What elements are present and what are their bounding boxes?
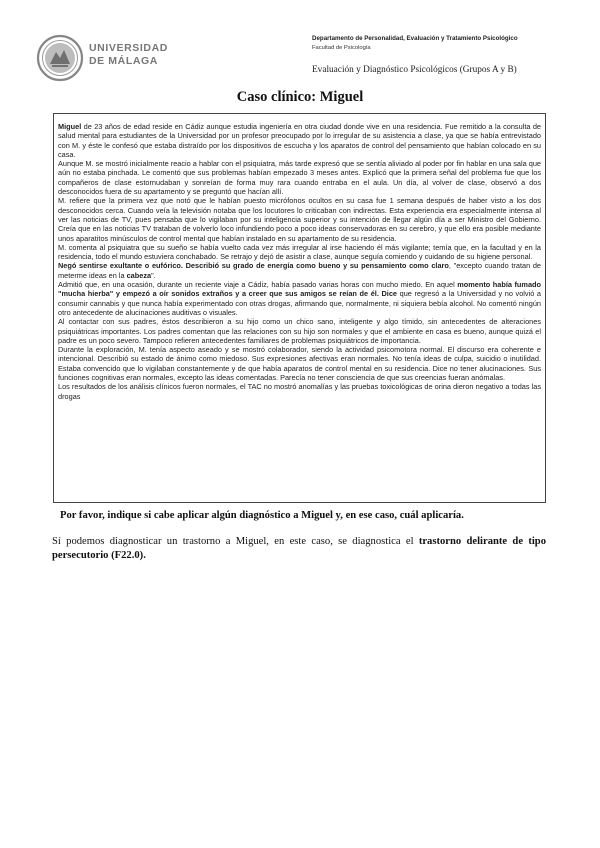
case-paragraph: Aunque M. se mostró inicialmente reacio a hablar con el psiquiatra, más tarde expresó que se sentía aliviado al poder por fin hablar en una sala que aún no estaba pinchada. Le comentó que sus problemas habían empezado 3 meses antes. Explicó que la primera señal del problema fue que los compañeros de clase estornudaban y sonreían de forma muy rara cuando entraba en el aula. Un día, al volver de clase, observó a dos desconocidos fuera de su apartamento y se preguntó que hacían allí. xyxy=(58,159,541,197)
case-description-box xyxy=(53,113,546,503)
page-title: Caso clínico: Miguel xyxy=(236,89,364,105)
case-paragraph: M. comenta al psiquiatra que su sueño se había vuelto cada vez más irregular al irse haciendo él más vigilante; temía que, en la facultad y en la residencia, todo el mundo estuviera conchabado. Se retrajo y dejó de asistir a clase, aunque seguía comiendo y cuidando de su higiene personal. xyxy=(58,242,541,262)
patient-name: Miguel xyxy=(58,122,82,131)
case-text: ". xyxy=(151,270,156,280)
university-name-line2: DE MÁLAGA xyxy=(89,54,158,67)
faculty-name: Facultad de Psicología xyxy=(312,45,371,51)
case-text: , "excepto cuando tratan de meterme ideas en la xyxy=(58,261,541,280)
subject-name: Evaluación y Diagnóstico Psicológicos (Grupos A y B) xyxy=(312,65,517,75)
case-text: Admitió que, en una ocasión, durante un reciente viaje a Cádiz, había pasado varias horas con mucho miedo. En aquel xyxy=(58,280,458,290)
answer-plain: Sí podemos diagnosticar un trastorno a Miguel, en este caso, se diagnostica el xyxy=(52,536,419,547)
page-header xyxy=(0,0,600,90)
case-paragraph xyxy=(58,122,541,159)
question-text: Por favor, indique si cabe aplicar algún diagnóstico a Miguel y, en ese caso, cuál aplicaría. xyxy=(60,510,464,521)
university-name-line1: UNIVERSIDAD xyxy=(89,42,168,54)
case-paragraph: M. refiere que la primera vez que notó que le habían puesto micrófonos ocultos en su casa fue 1 semana después de haber visto a los dos desconocidos cerca. Cuando veía la televisión notaba que los locutores lo criticaban con indirectas. Esta experiencia era especialmente intensa al ver las noticias de TV, pues pensaba que lo vigilaban por su inteligencia superior y su intención de llegar algún día a ser Ministro del Gobierno. Creía que en las noticias TV trataban de volverlo loco infundiendo poco a poco ideas conservadoras en su cerebro, y que ello era posible mediante unos aparatitos minúsculos de control mental que habían instalado en su apartamento de su residencia. xyxy=(58,196,541,243)
university-seal-icon xyxy=(36,34,84,82)
department-name: Departamento de Personalidad, Evaluación y Tratamiento Psicológico xyxy=(312,35,518,42)
case-paragraph: Durante la exploración, M. tenía aspecto aseado y se mostró colaborador, siendo la actividad psicomotora normal. El discurso era coherente e intencional. Describió su estado de ánimo como miedoso. Sus expresiones afectivas eran normales. No tenía ideas de culpa, suicidio o inutilidad. Estaba convencido que lo vigilaban constantemente y de que había aparatos de control mental en su residencia. Dice no tener alucinaciones. Sus funciones cognitivas eran normales, excepto las ideas comentadas. Parecía no tener consciencia de que sus creencias fueran anómalas. xyxy=(58,345,541,383)
case-paragraph xyxy=(58,280,541,317)
case-paragraph xyxy=(58,261,541,280)
case-text: de 23 años de edad reside en Cádiz aunque estudia ingeniería en otra ciudad donde vive en una residencia. Fue remitido a la consulta de salud mental para estudiantes de la Universidad por un profesor preocupado por lo irregular de su asistencia a clase, ya que se había entrevistado con M. y éste le confesó que estaba distraído por los dispositivos de escucha y los aparatos de control del pensamiento que habían colocado en su casa. xyxy=(58,122,541,159)
answer-text xyxy=(52,535,546,563)
bold-text: Negó sentirse exultante o eufórico. Describió su grado de energía como bueno y su pensamiento como claro xyxy=(58,261,449,271)
case-text: que regresó a la Universidad y no volvió a consumir cannabis y que nunca había experimentado con otras drogas, afirmando que, normalmente, ni siquiera bebía alcohol. No comentó ningún otro antecedente de alucinaciones auditivas o visuales. xyxy=(58,289,541,317)
case-paragraph: Los resultados de los análisis clínicos fueron normales, el TAC no mostró anomalías y las pruebas toxicológicas de orina dieron negativo a todas las drogas xyxy=(58,382,541,401)
university-name xyxy=(89,42,168,67)
bold-text: cabeza xyxy=(126,270,152,280)
answer-diagnosis: trastorno delirante de tipo persecutorio (F22.0). xyxy=(52,536,546,561)
case-paragraph: Al contactar con sus padres, éstos describieron a su hijo como un chico sano, inteligente y algo tímido, sin antecedentes de alteraciones psiquiátricas importantes. Los padres comentan que las relaciones con su hijo son normales y que el ambiente en casa es bueno, aunque quizá el padre es un poco severo. Tampoco refieren antecedentes familiares de problemas psiquiátricos de importancia. xyxy=(58,317,541,345)
bold-text: momento había fumado "mucha hierba" y empezó a oír sonidos extraños y a creer que sus amigos se reían de él. Dice xyxy=(58,280,541,299)
